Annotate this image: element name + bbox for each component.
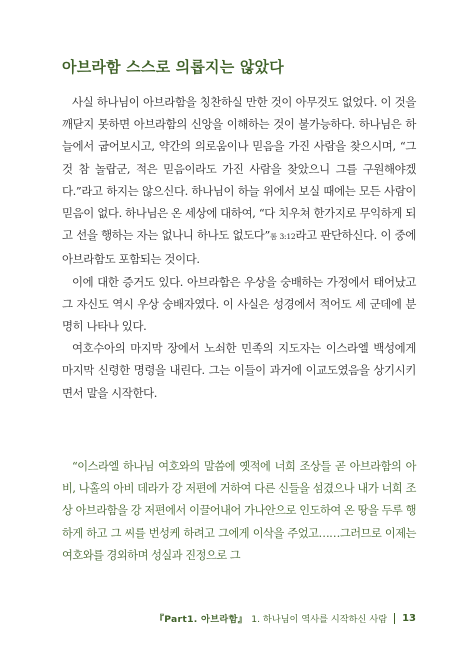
paragraph-1 (62, 91, 416, 271)
body-text (62, 91, 416, 404)
paragraph-1-text-end: 라고 판단하신다. 이 중에 아브라함도 포함되는 것이다. (62, 228, 416, 267)
paragraph-2: 이에 대한 증거도 있다. 아브라함은 우상을 숭배하는 가정에서 태어났고 그 자신도 역시 우상 숭배자였다. 이 사실은 성경에서 적어도 세 군데에 분명히 나타나 있다. (62, 274, 416, 334)
footer-chapter-title: 1. 하나님이 역사를 시작하신 사람 (251, 614, 388, 625)
quote-text: “이스라엘 하나님 여호와의 말씀에 옛적에 너희 조상들 곧 아브라함의 아비, 나홀의 아비 데라가 강 저편에 거하여 다른 신들을 섬겼으나 내가 너희 조상 아브라함을 강 저편에서 이끌어내어 가나안으로 인도하여 온 땅을 두루 행하게 하고 그 씨를 번성케 하려고 그에게 이삭을 주었고……그러므로 이제는 여호와를 경외하며 성실과 진정으로 그 (62, 460, 416, 562)
scripture-reference: 롬 3:12 (269, 232, 296, 242)
footer-part-title: 『Part1. 아브라함』 (154, 614, 248, 625)
paragraph-3: 여호수아의 마지막 장에서 노쇠한 민족의 지도자는 이스라엘 백성에게 마지막 신령한 명령을 내린다. 그는 이들이 과거에 이교도였음을 상기시키면서 말을 시작한다. (62, 341, 416, 400)
footer-divider (394, 613, 395, 624)
page-footer (155, 611, 416, 625)
page-number: 13 (402, 612, 416, 624)
scripture-quote (62, 456, 416, 567)
section-heading: 아브라함 스스로 의롭지는 않았다 (62, 58, 284, 76)
paragraph-1-text: 사실 하나님이 아브라함을 칭찬하실 만한 것이 아무것도 없었다. 이 것을 깨닫지 못하면 아브라함의 신앙을 이해하는 것이 불가능하다. 하나님은 하늘에서 굽어보시고, 약간의 의로움이나 믿음을 가진 사람을 찾으시며, “그것 참 놀랍군, 적은 믿음이라도 가진 사람을 찾았으니 그를 구원해야겠다.”라고 하지는 않으신다. 하나님이 하늘 위에서 보실 때에는 모든 사람이 믿음이 없다. 하나님은 온 세상에 대하여, “다 치우쳐 한가지로 무익하게 되고 선을 행하는 자는 없나니 하나도 없도다” (62, 95, 416, 243)
